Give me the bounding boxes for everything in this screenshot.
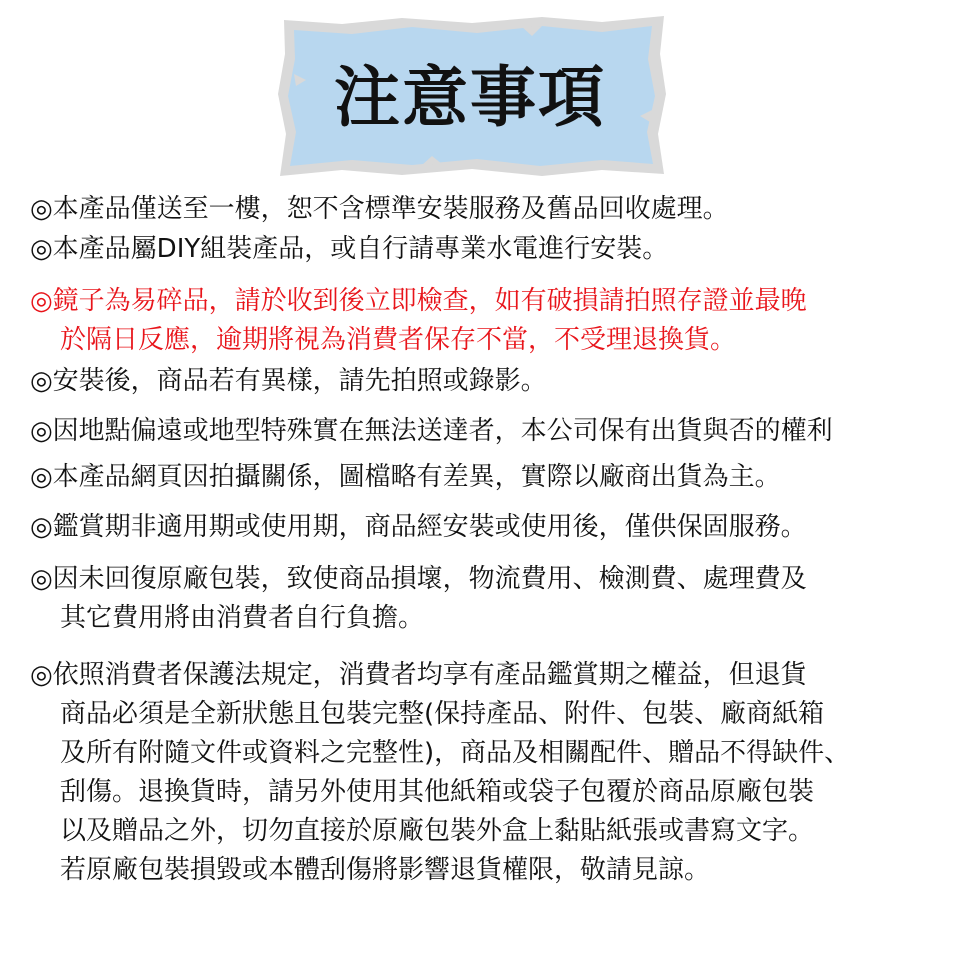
notice-line: 以及贈品之外，切勿直接於原廠包裝外盒上黏貼紙張或書寫文字。 — [60, 816, 815, 846]
notice-item — [30, 412, 833, 451]
notice-line: ◎鏡子為易碎品，請於收到後立即檢查，如有破損請拍照存證並最晚 — [30, 286, 807, 316]
notice-line: ◎因地點偏遠或地型特殊實在無法送達者，本公司保有出貨與否的權利 — [30, 416, 833, 446]
notice-item — [30, 362, 547, 401]
notice-item-return-policy — [30, 656, 850, 890]
notice-item-warning — [30, 282, 807, 360]
notice-line: 商品必須是全新狀態且包裝完整(保持產品、附件、包裝、廠商紙箱 — [60, 699, 825, 729]
page-title: 注意事項 — [334, 59, 606, 136]
notice-item — [30, 508, 807, 547]
notice-line: ◎鑑賞期非適用期或使用期，商品經安裝或使用後，僅供保固服務。 — [30, 512, 807, 542]
notice-line: ◎本產品屬DIY組裝產品，或自行請專業水電進行安裝。 — [30, 234, 669, 264]
notice-line: ◎本產品網頁因拍攝關係，圖檔略有差異，實際以廠商出貨為主。 — [30, 462, 781, 492]
notice-line: 於隔日反應，逾期將視為消費者保存不當，不受理退換貨。 — [60, 325, 737, 355]
notice-line: 刮傷。退換貨時，請另外使用其他紙箱或袋子包覆於商品原廠包裝 — [60, 777, 815, 807]
notice-line: ◎本產品僅送至一樓，恕不含標準安裝服務及舊品回收處理。 — [30, 194, 729, 224]
notice-line: ◎因未回復原廠包裝，致使商品損壞，物流費用、檢測費、處理費及 — [30, 564, 807, 594]
notice-item — [30, 190, 729, 229]
notice-item — [30, 230, 668, 269]
notice-line: ◎依照消費者保護法規定，消費者均享有產品鑑賞期之權益，但退貨 — [30, 660, 807, 690]
notice-line: 及所有附隨文件或資料之完整性)，商品及相關配件、贈品不得缺件、 — [60, 738, 851, 768]
notice-item — [30, 560, 807, 638]
notice-line: ◎安裝後，商品若有異樣，請先拍照或錄影。 — [30, 366, 547, 396]
notice-item — [30, 458, 781, 497]
notice-line: 若原廠包裝損毀或本體刮傷將影響退貨權限，敬請見諒。 — [60, 855, 711, 885]
notice-line: 其它費用將由消費者自行負擔。 — [60, 603, 425, 633]
title-banner — [272, 14, 668, 180]
